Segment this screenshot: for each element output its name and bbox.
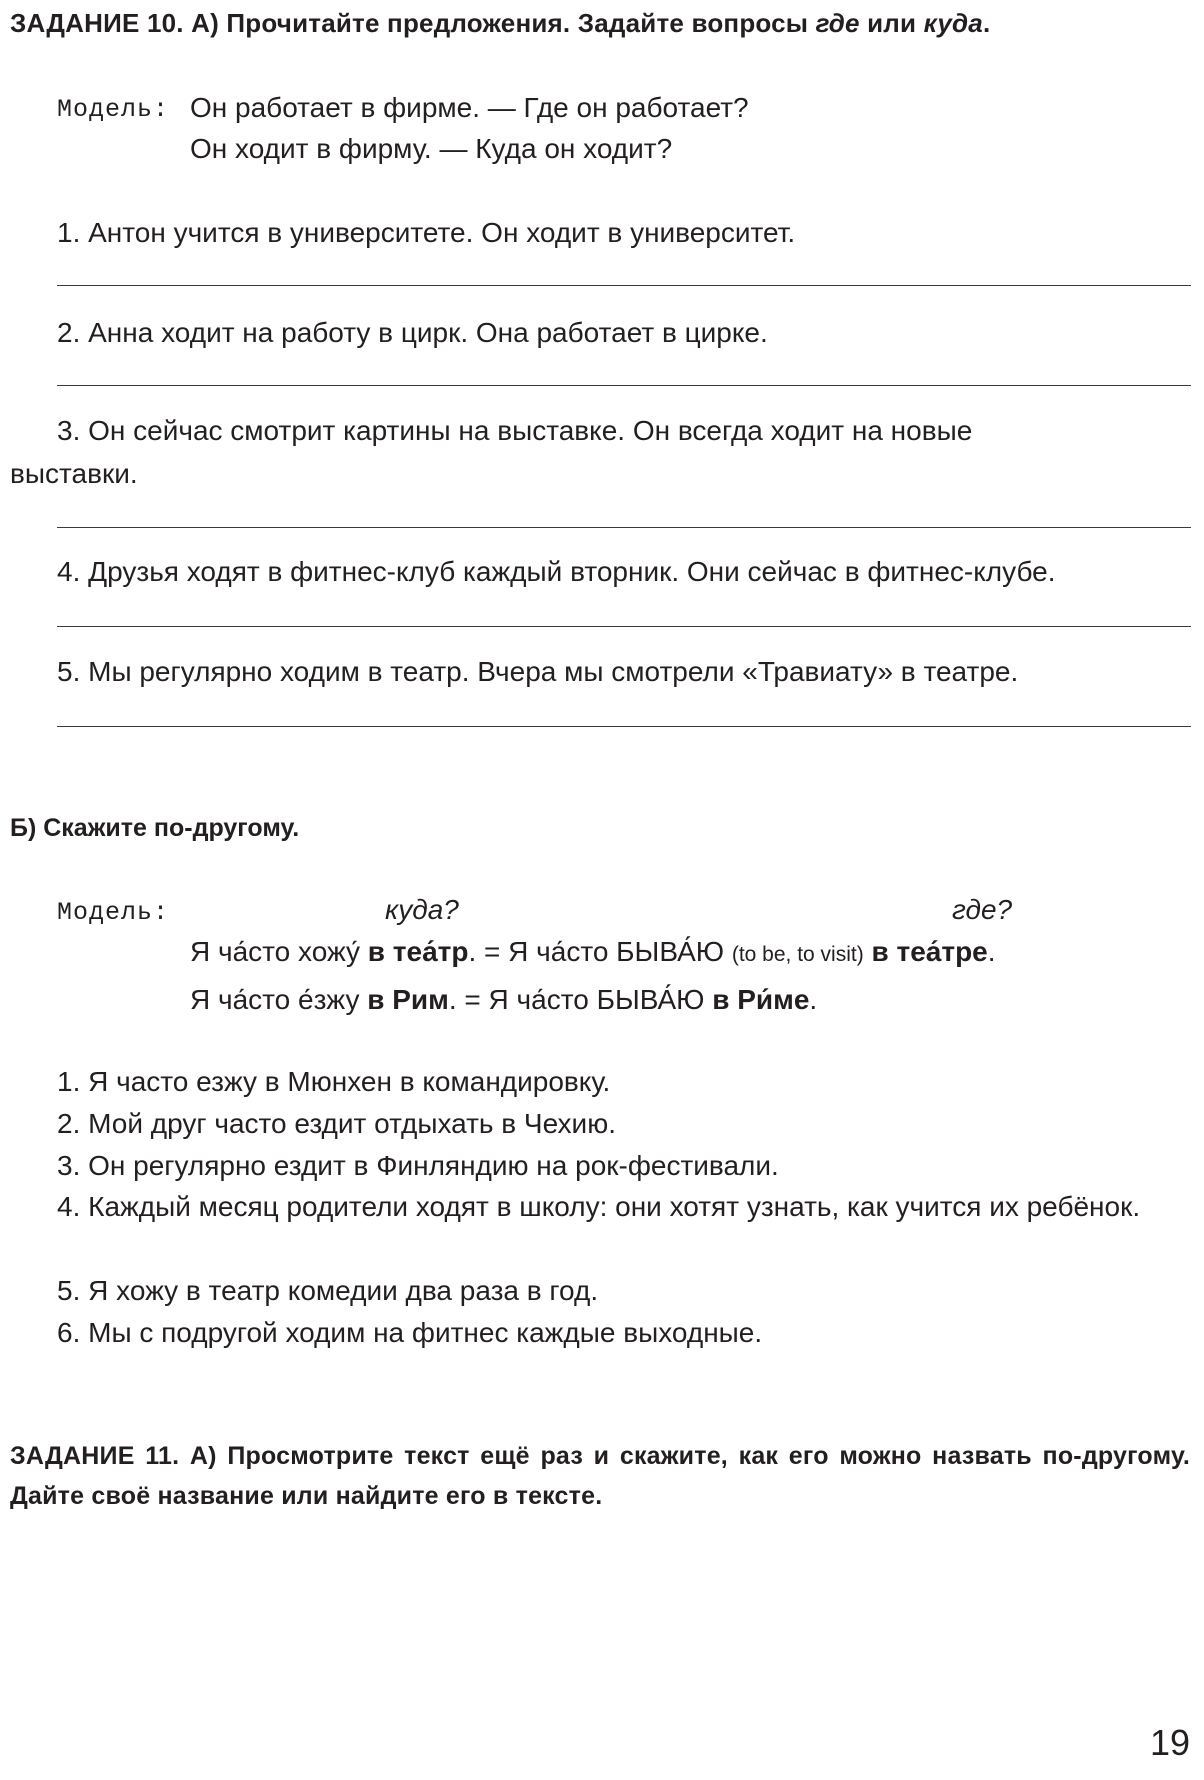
partB-item-3: 3. Он регулярно ездит в Финляндию на рок-фестивали. [57,1150,779,1181]
page-number: 19 [1150,1722,1191,1763]
model-line-2: Он ходит в фирму. — Куда он ходит? [190,133,673,164]
partB-item-1: 1. Я часто езжу в Мюнхен в командировку. [57,1066,611,1097]
answer-line-1[interactable] [57,285,1191,286]
question-where-to: куда? [385,894,459,925]
partB-heading: Б) Скажите по-другому. [10,814,300,842]
answer-line-2[interactable] [57,385,1191,386]
task10-heading: ЗАДАНИЕ 10. А) Прочитайте предложения. Задайте вопросы где или куда. [10,8,991,38]
question-where: где? [952,894,1013,925]
task10-item-3: 3. Он сейчас смотрит картины на выставке. Он всегда ходит на новые [57,415,973,446]
task11-heading: ЗАДАНИЕ 11. А) Просмотрите текст ещё раз и скажите, как его можно назвать по-другому. Дайте своё название или найдите его в тексте. [10,1442,1190,1510]
task10-item-3-continuation: выставки. [10,458,138,489]
partB-model-label: Модель: [57,898,170,927]
answer-line-4[interactable] [57,626,1191,627]
partB-example-2: Я ча́сто е́зжу в Рим. = Я ча́сто БЫВА́Ю в Ри́ме. [190,984,818,1015]
partB-item-5: 5. Я хожу в театр комедии два раза в год. [57,1275,599,1306]
model-line-1: Он работает в фирме. — Где он работает? [190,92,749,123]
partB-example-1: Я ча́сто хожу́ в теа́тр. = Я ча́сто БЫВА́Ю (to be, to visit) в теа́тре. [190,936,996,967]
model-label: Модель: [57,95,170,124]
answer-line-3[interactable] [57,527,1191,528]
task10-item-2: 2. Анна ходит на работу в цирк. Она работает в цирке. [57,317,768,348]
answer-line-5[interactable] [57,726,1191,727]
partB-item-4: 4. Каждый месяц родители ходят в школу: они хотят узнать, как учится их ребёнок. [57,1191,1141,1222]
task10-item-1: 1. Антон учится в университете. Он ходит в университет. [57,217,796,248]
task10-item-5: 5. Мы регулярно ходим в театр. Вчера мы смотрели «Травиату» в театре. [57,656,1019,687]
partB-item-6: 6. Мы с подругой ходим на фитнес каждые выходные. [57,1317,763,1348]
task10-item-4: 4. Друзья ходят в фитнес-клуб каждый вторник. Они сейчас в фитнес-клубе. [57,556,1056,587]
partB-item-2: 2. Мой друг часто ездит отдыхать в Чехию. [57,1108,616,1139]
